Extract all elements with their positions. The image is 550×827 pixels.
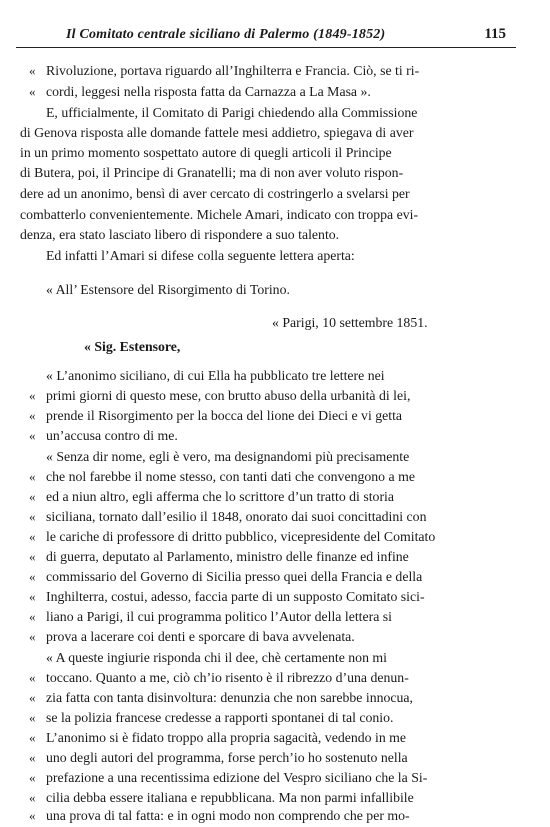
- text-line: [0, 567, 550, 587]
- text-line: [0, 123, 550, 143]
- guillemet-marker: «: [29, 670, 36, 685]
- text-line: [0, 527, 550, 547]
- line-text: una prova di tal fatta: e in ogni modo non comprendo che per mo-: [46, 808, 410, 823]
- line-text: Inghilterra, costui, adesso, faccia parte di un supposto Comitato sici-: [46, 589, 425, 604]
- text-line: [0, 627, 550, 647]
- text-line: [0, 668, 550, 688]
- line-text: zia fatta con tanta disinvoltura: denunzia che non sarebbe innocua,: [46, 690, 414, 705]
- line-text: « Sig. Estensore,: [84, 339, 181, 354]
- running-title: Il Comitato centrale siciliano di Palermo (1849-1852): [66, 27, 386, 42]
- guillemet-marker: «: [29, 730, 36, 745]
- text-line: [0, 61, 550, 81]
- text-line: [0, 467, 550, 487]
- guillemet-marker: «: [29, 509, 36, 524]
- text-line: [0, 447, 550, 467]
- running-header: [16, 27, 516, 48]
- text-line: [0, 547, 550, 567]
- text-line: [0, 768, 550, 788]
- guillemet-marker: «: [29, 408, 36, 423]
- guillemet-marker: «: [29, 469, 36, 484]
- letter-salutation: [0, 337, 550, 357]
- text-line: [0, 806, 550, 826]
- line-text: uno degli autori del programma, forse perch’io ho sostenuto nella: [46, 750, 408, 765]
- line-text: liano a Parigi, il cui programma politico l’Autor della lettera si: [46, 609, 392, 624]
- guillemet-marker: «: [29, 750, 36, 765]
- guillemet-marker: «: [29, 808, 36, 823]
- page-number: 115: [484, 26, 506, 42]
- text-line: [0, 143, 550, 163]
- line-text: Rivoluzione, portava riguardo all’Inghilterra e Francia. Ciò, se ti ri-: [46, 63, 420, 78]
- text-line: [0, 366, 550, 386]
- guillemet-marker: «: [29, 63, 36, 78]
- text-line: [0, 587, 550, 607]
- guillemet-marker: «: [29, 589, 36, 604]
- line-text: toccano. Quanto a me, ciò ch’io risento è il ribrezzo d’una denun-: [46, 670, 409, 685]
- text-line: [0, 728, 550, 748]
- text-line: [0, 648, 550, 668]
- line-text: L’anonimo si è fidato troppo alla propria sagacità, vedendo in me: [46, 730, 407, 745]
- text-line: [0, 788, 550, 808]
- text-line: [0, 426, 550, 446]
- line-text: che nol farebbe il nome stesso, con tanti dati che convengono a me: [46, 469, 415, 484]
- guillemet-marker: «: [29, 710, 36, 725]
- line-text: ed a niun altro, egli afferma che lo scrittore d’un tratto di storia: [46, 489, 394, 504]
- line-text: combatterlo convenientemente. Michele Amari, indicato con troppa evi-: [20, 207, 419, 222]
- text-line: [0, 82, 550, 102]
- letter-heading: [0, 280, 550, 300]
- guillemet-marker: «: [29, 84, 36, 99]
- guillemet-marker: «: [29, 549, 36, 564]
- guillemet-marker: «: [29, 529, 36, 544]
- text-line: [0, 205, 550, 225]
- line-text: denza, era stato lasciato libero di rispondere a suo talento.: [20, 227, 340, 242]
- guillemet-marker: «: [29, 690, 36, 705]
- text-line: [0, 225, 550, 245]
- guillemet-marker: «: [29, 790, 36, 805]
- line-text: « Parigi, 10 settembre 1851.: [272, 315, 428, 330]
- guillemet-marker: «: [29, 489, 36, 504]
- guillemet-marker: «: [29, 609, 36, 624]
- guillemet-marker: «: [29, 770, 36, 785]
- line-text: in un primo momento sospettato autore di quegli articoli il Principe: [20, 145, 392, 160]
- line-text: E, ufficialmente, il Comitato di Parigi chiedendo alla Commissione: [46, 105, 418, 120]
- text-line: [0, 688, 550, 708]
- line-text: commissario del Governo di Sicilia presso quei della Francia e della: [46, 569, 423, 584]
- text-line: [0, 184, 550, 204]
- line-text: Ed infatti l’Amari si difese colla seguente lettera aperta:: [46, 248, 355, 263]
- text-line: [0, 607, 550, 627]
- line-text: se la polizia francese credesse a rapporti spontanei di tal conio.: [46, 710, 394, 725]
- line-text: primi giorni di questo mese, con brutto abuso della urbanità di lei,: [46, 388, 411, 403]
- line-text: un’accusa contro di me.: [46, 428, 178, 443]
- line-text: « A queste ingiurie risponda chi il dee, chè certamente non mi: [46, 650, 387, 665]
- line-text: cilia debba essere italiana e repubblicana. Ma non parmi infallibile: [46, 790, 414, 805]
- guillemet-marker: «: [29, 388, 36, 403]
- text-line: [0, 163, 550, 183]
- line-text: di Genova risposta alle domande fattele mesi addietro, spiegava di aver: [20, 125, 414, 140]
- line-text: « L’anonimo siciliano, di cui Ella ha pubblicato tre lettere nei: [46, 368, 385, 383]
- line-text: le cariche di professore di dritto pubblico, vicepresidente del Comitato: [46, 529, 436, 544]
- line-text: prende il Risorgimento per la bocca del lione dei Dieci e vi getta: [46, 408, 403, 423]
- line-text: prefazione a una recentissima edizione del Vespro siciliano che la Si-: [46, 770, 428, 785]
- guillemet-marker: «: [29, 428, 36, 443]
- text-line: [0, 507, 550, 527]
- letter-date: [0, 313, 550, 333]
- guillemet-marker: «: [29, 629, 36, 644]
- line-text: dere ad un anonimo, bensì di aver cercato di costringerlo a svelarsi per: [20, 186, 410, 201]
- text-line: [0, 748, 550, 768]
- guillemet-marker: «: [29, 569, 36, 584]
- line-text: siciliana, tornato dall’esilio il 1848, onorato dai suoi concittadini con: [46, 509, 427, 524]
- text-line: [0, 487, 550, 507]
- line-text: « Senza dir nome, egli è vero, ma designandomi più precisamente: [46, 449, 410, 464]
- text-line: [0, 406, 550, 426]
- line-text: cordi, leggesi nella risposta fatta da Carnazza a La Masa ».: [46, 84, 371, 99]
- text-line: [0, 386, 550, 406]
- line-text: « All’ Estensore del Risorgimento di Torino.: [46, 282, 290, 297]
- line-text: di guerra, deputato al Parlamento, ministro delle finanze ed infine: [46, 549, 409, 564]
- line-text: di Butera, poi, il Principe di Granatelli; ma di non aver voluto rispon-: [20, 165, 404, 180]
- text-line: [0, 103, 550, 123]
- text-line: [0, 246, 550, 266]
- text-line: [0, 708, 550, 728]
- line-text: prova a lacerare coi denti e sporcare di bava avvelenata.: [46, 629, 355, 644]
